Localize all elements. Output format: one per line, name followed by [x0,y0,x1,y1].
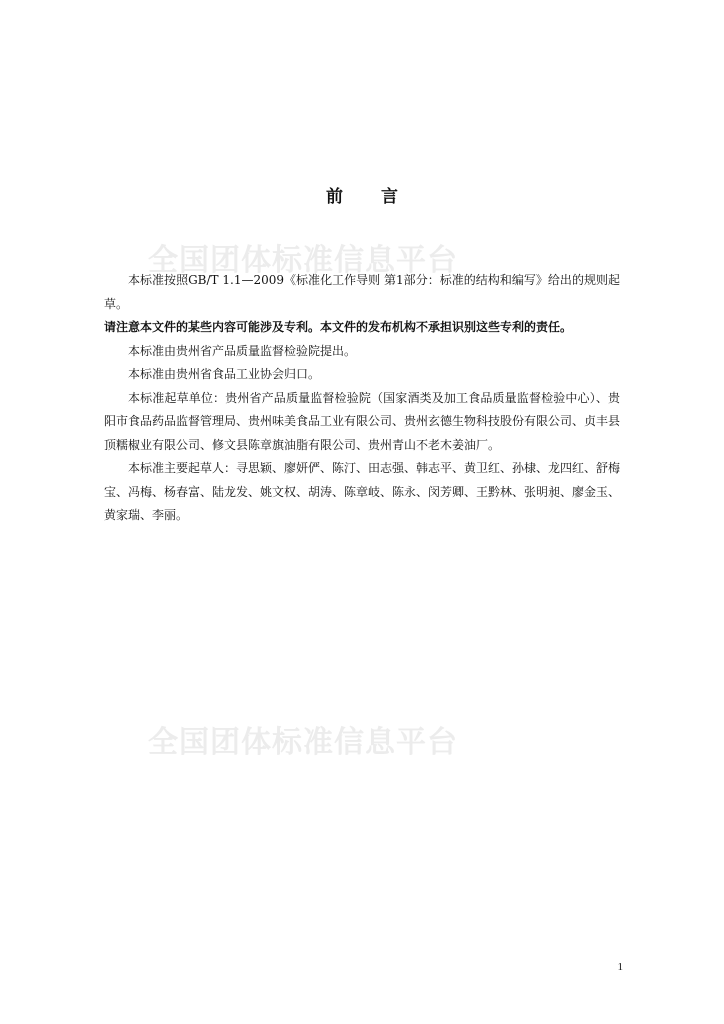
paragraph-responsible-body: 本标准由贵州省食品工业协会归口。 [128,367,321,381]
paragraph-drafting-rules: 本标准按照GB/T 1.1—2009《标准化工作导则 第1部分：标准的结构和编写》给出的规则起草。 [104,273,620,311]
paragraph-patent-notice: 请注意本文件的某些内容可能涉及专利。本文件的发布机构不承担识别这些专利的责任。 [104,320,573,334]
page-number: 1 [617,961,623,973]
watermark-top: 全国团体标准信息平台 [148,243,458,278]
foreword-body [104,269,620,528]
standard-code [0,88,621,100]
page-title: 前言 [326,187,436,207]
watermark-bottom: 全国团体标准信息平台 [148,725,458,760]
paragraph-drafting-units: 本标准起草单位：贵州省产品质量监督检验院（国家酒类及加工食品质量监督检验中心）、贵阳市食品药品监督管理局、贵州味美食品工业有限公司、贵州玄德生物科技股份有限公司、贞丰县顶糯椒业有限公司、修文县陈章旗油脂有限公司、贵州青山不老木姜油厂。 [104,390,621,452]
paragraph-proposer: 本标准由贵州省产品质量监督检验院提出。 [128,343,357,358]
paragraph-main-drafters: 本标准主要起草人：寻思颖、廖妍俨、陈汀、田志强、韩志平、黄卫红、孙棣、龙四红、舒梅宝、冯梅、杨春富、陆龙发、姚文权、胡涛、陈章岐、陈永、闵芳卿、王黔林、张明昶、廖金玉、黄家瑞、李丽。 [104,461,621,522]
